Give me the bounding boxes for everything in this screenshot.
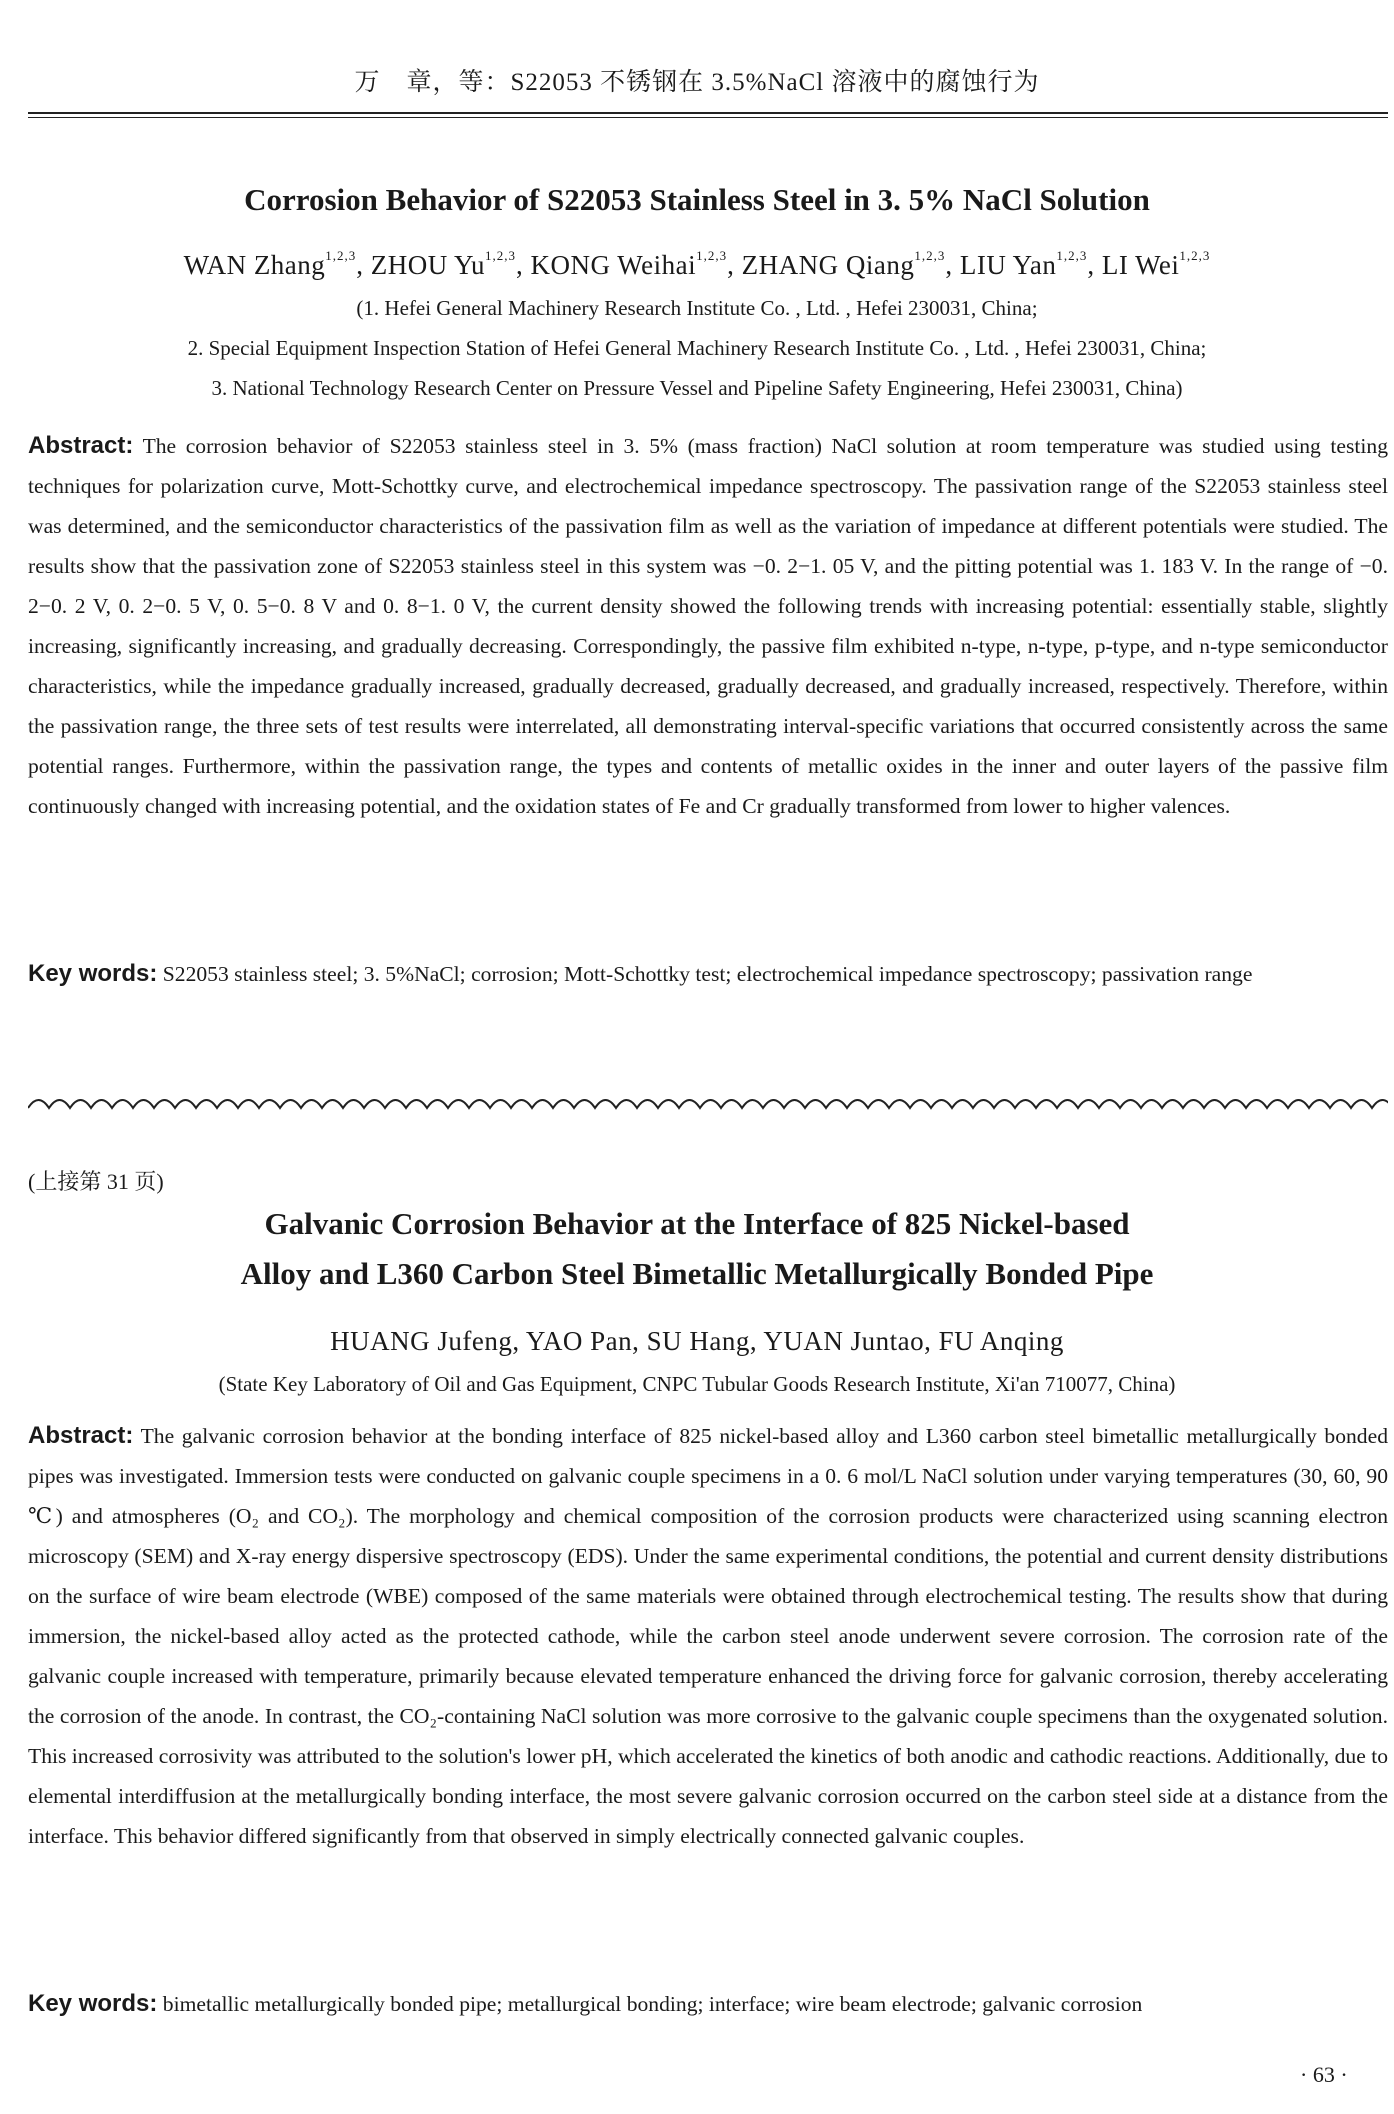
article2-keywords — [28, 1984, 1388, 2024]
article1-keywords — [28, 954, 1388, 994]
article1-keywords-label: Key words: — [28, 960, 158, 987]
author-name: LIU Yan — [959, 250, 1057, 280]
header-rule — [28, 112, 1388, 118]
author-name: ZHANG Qiang — [741, 250, 915, 280]
author-name: LI Wei — [1101, 250, 1180, 280]
author-affiliation-sup: 1,2,3 — [1056, 248, 1088, 263]
author-affiliation-sup: 1,2,3 — [325, 248, 357, 263]
article1-affiliation-1: (1. Hefei General Machinery Research Institute Co. , Ltd. , Hefei 230031, China; — [356, 296, 1038, 320]
author-name: ZHOU Yu — [370, 250, 486, 280]
article1-abstract-text: The corrosion behavior of S22053 stainless steel in 3. 5% (mass fraction) NaCl solution at room temperature was studied using testing techniques for polarization curve, Mott-Schottky curve, and electrochemical impedance spectroscopy. The passivation range of the S22053 stainless steel was determined, and the semiconductor characteristics of the passivation film as well as the variation of impedance at different potentials were studied. The results show that the passivation zone of S22053 stainless steel in this system was −0. 2−1. 05 V, and the pitting potential was 1. 183 V. In the range of −0. 2−0. 2 V, 0. 2−0. 5 V, 0. 5−0. 8 V and 0. 8−1. 0 V, the current density showed the following trends with increasing potential: essentially stable, slightly increasing, significantly increasing, and gradually decreasing. Correspondingly, the passive film exhibited n-type, n-type, p-type, and n-type semiconductor characteristics, while the impedance gradually increased, gradually decreased, gradually decreased, and gradually increased, respectively. Therefore, within the passivation range, the three sets of test results were interrelated, all demonstrating interval-specific variations that occurred consistently across the same potential ranges. Furthermore, within the passivation range, the types and contents of metallic oxides in the inner and outer layers of the passive film continuously changed with increasing potential, and the oxidation states of Fe and Cr gradually transformed from lower to higher valences. — [28, 434, 1388, 818]
article1-abstract-label: Abstract: — [28, 432, 134, 459]
author-affiliation-sup: 1,2,3 — [696, 248, 728, 263]
page-number: · 63 · — [1300, 2062, 1348, 2087]
article1-affiliation-2: 2. Special Equipment Inspection Station of Hefei General Machinery Research Institute Co. , Ltd. , Hefei 230031, China; — [187, 336, 1207, 360]
author-affiliation-sup: 1,2,3 — [1179, 248, 1211, 263]
article2-authors: HUANG Jufeng, YAO Pan, SU Hang, YUAN Juntao, FU Anqing — [330, 1326, 1064, 1356]
article2-affiliation: (State Key Laboratory of Oil and Gas Equipment, CNPC Tubular Goods Research Institute, Xi'an 710077, China) — [218, 1372, 1176, 1396]
article2-title-line2: Alloy and L360 Carbon Steel Bimetallic Metallurgically Bonded Pipe — [240, 1256, 1154, 1291]
author-name: KONG Weihai — [530, 250, 697, 280]
article2-keywords-label: Key words: — [28, 1990, 158, 2017]
section-divider-wave — [28, 1094, 1388, 1116]
running-head: 万 章，等：S22053 不锈钢在 3.5%NaCl 溶液中的腐蚀行为 — [354, 69, 1040, 96]
article1-keywords-text: S22053 stainless steel; 3. 5%NaCl; corrosion; Mott-Schottky test; electrochemical impedance spectroscopy; passivation range — [162, 962, 1253, 986]
article1-abstract — [28, 426, 1388, 826]
article1-affiliation-3: 3. National Technology Research Center on Pressure Vessel and Pipeline Safety Engineering, Hefei 230031, China) — [211, 376, 1183, 400]
author-name: WAN Zhang — [183, 250, 326, 280]
author-affiliation-sup: 1,2,3 — [485, 248, 517, 263]
article2-title-line1: Galvanic Corrosion Behavior at the Interface of 825 Nickel-based — [264, 1206, 1130, 1241]
article2-keywords-text: bimetallic metallurgically bonded pipe; metallurgical bonding; interface; wire beam electrode; galvanic corrosion — [162, 1992, 1143, 2016]
article2-abstract-label: Abstract: — [28, 1422, 134, 1449]
continued-from-note: (上接第 31 页) — [28, 1169, 164, 1194]
article1-title: Corrosion Behavior of S22053 Stainless Steel in 3. 5% NaCl Solution — [244, 182, 1150, 217]
author-affiliation-sup: 1,2,3 — [914, 248, 946, 263]
article1-authors: WAN Zhang$^{1,2,3}$, ZHOU Yu$^{1,2,3}$, KONG Weihai$^{1,2,3}$, ZHANG Qiang$^{1,2,3}$, LIU Yan$^{1,2,3}$, LI Wei$^{1,2,3}$ — [183, 248, 1211, 280]
article2-abstract — [28, 1416, 1388, 1856]
article2-abstract-text: The galvanic corrosion behavior at the bonding interface of 825 nickel-based alloy and L360 carbon steel bimetallic metallurgically bonded pipes was investigated. Immersion tests were conducted on galvanic couple specimens in a 0. 6 mol/L NaCl solution under varying temperatures (30, 60, 90 ℃) and atmospheres (O₂ and CO₂). The morphology and chemical composition of the corrosion products were characterized using scanning electron microscopy (SEM) and X-ray energy dispersive spectroscopy (EDS). Under the same experimental conditions, the potential and current density distributions on the surface of wire beam electrode (WBE) composed of the same materials were obtained through electrochemical testing. The results show that during immersion, the nickel-based alloy acted as the protected cathode, while the carbon steel anode underwent severe corrosion. The corrosion rate of the galvanic couple increased with temperature, primarily because elevated temperature enhanced the driving force for galvanic corrosion, thereby accelerating the corrosion of the anode. In contrast, the CO₂-containing NaCl solution was more corrosive to the galvanic couple specimens than the oxygenated solution. This increased corrosivity was attributed to the solution's lower pH, which accelerated the kinetics of both anodic and cathodic reactions. Additionally, due to elemental interdiffusion at the metallurgically bonding interface, the most severe galvanic corrosion occurred on the carbon steel side at a distance from the interface. This behavior differed significantly from that observed in simply electrically connected galvanic couples. — [28, 1424, 1388, 1848]
